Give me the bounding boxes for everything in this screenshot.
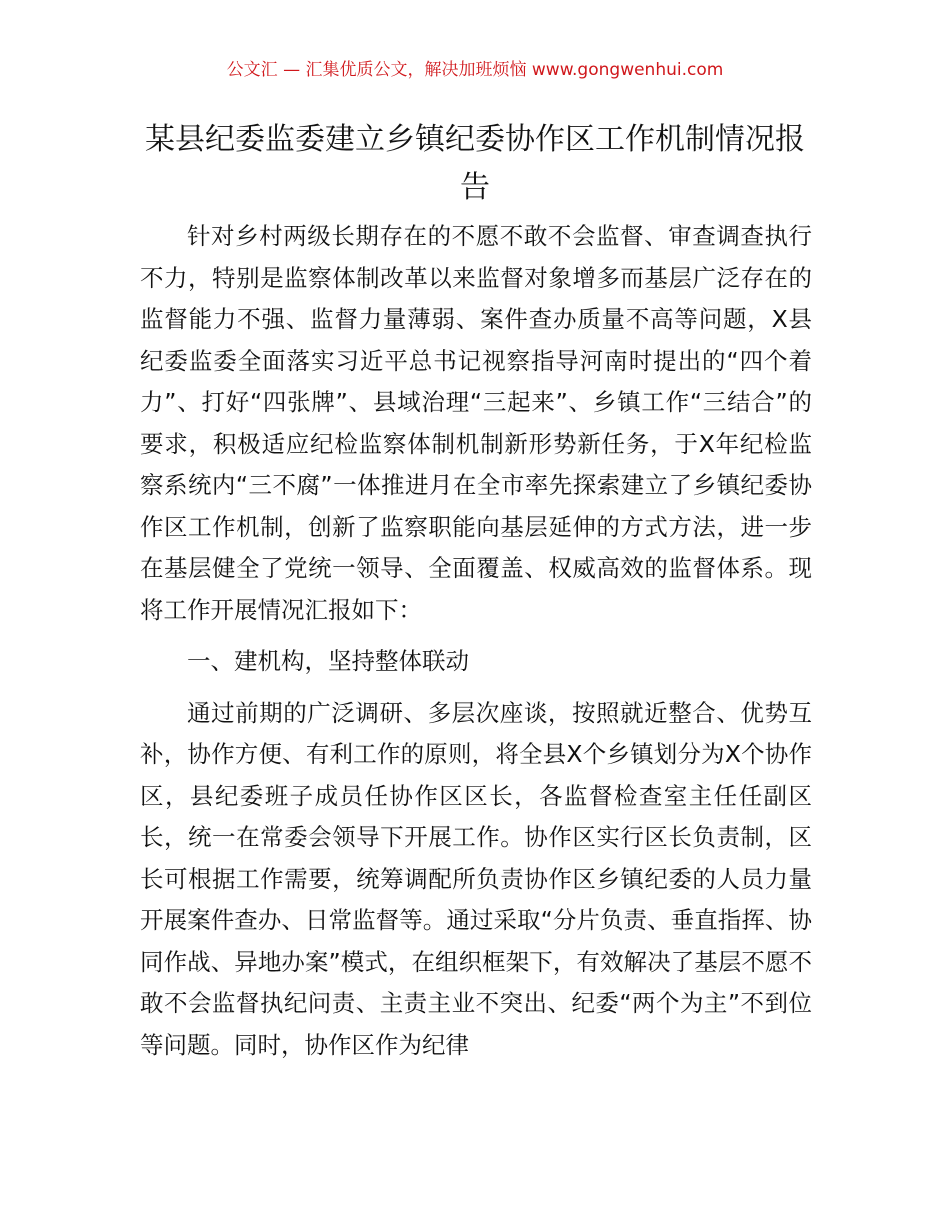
document-title: 某县纪委监委建立乡镇纪委协作区工作机制情况报告: [145, 122, 805, 205]
section-1-paragraph: 通过前期的广泛调研、多层次座谈，按照就近整合、优势互补，协作方便、有利工作的原则，将全县X个乡镇划分为X个协作区，县纪委班子成员任协作区区长，各监督检查室主任任副区长，统一在常委会领导下开展工作。协作区实行区长负责制，区长可根据工作需要，统筹调配所负责协作区乡镇纪委的人员力量开展案件查办、日常监督等。通过采取“分片负责、垂直指挥、协同作战、异地办案”模式，在组织框架下，有效解决了基层不愿不敢不会监督执纪问责、主责主业不突出、纪委“两个为主”不到位等问题。同时，协作区作为纪律: [140, 698, 812, 1059]
intro-paragraph: 针对乡村两级长期存在的不愿不敢不会监督、审查调查执行不力，特别是监察体制改革以来监督对象增多而基层广泛存在的监督能力不强、监督力量薄弱、案件查办质量不高等问题，X县纪委监委全面落实习近平总书记视察指导河南时提出的“四个着力”、打好“四张牌”、县域治理“三起来”、乡镇工作“三结合”的要求，积极适应纪检监察体制机制新形势新任务，于X年纪检监察系统内“三不腐”一体推进月在全市率先探索建立了乡镇纪委协作区工作机制，创新了监察职能向基层延伸的方式方法，进一步在基层健全了党统一领导、全面覆盖、权威高效的监督体系。现将工作开展情况汇报如下：: [140, 222, 812, 624]
document-body: [140, 216, 812, 1076]
header-banner: 公文汇 — 汇集优质公文，解决加班烦恼 www.gongwenhui.com: [226, 60, 724, 80]
section-1-heading: 一、建机构，坚持整体联动: [187, 647, 469, 675]
